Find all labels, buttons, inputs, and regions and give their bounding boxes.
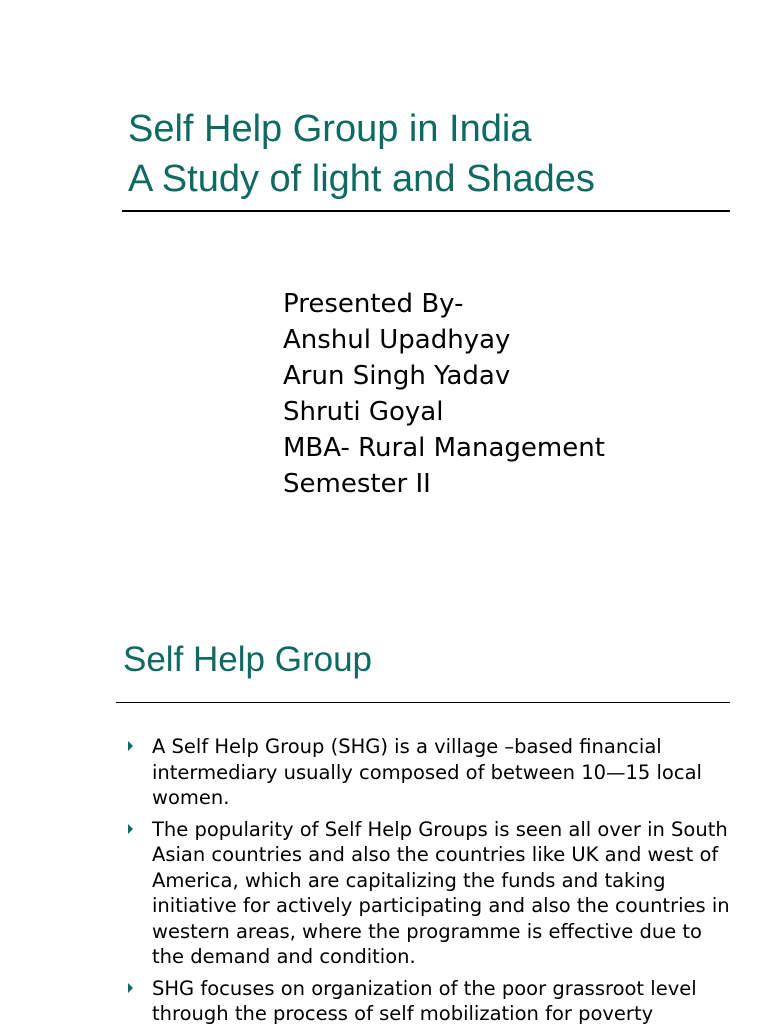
- slide-self-help-group: [0, 600, 768, 1024]
- presenters-line: Presented By-: [283, 289, 464, 319]
- title-line-2: A Study of light and Shades: [128, 158, 595, 200]
- bullet-text: SHG focuses on organization of the poor grassroot level through the process of self mobilization for poverty: [152, 976, 697, 1025]
- bullet-item: [124, 976, 734, 1027]
- bullet-list: [124, 734, 734, 1033]
- triangle-right-icon: [128, 824, 133, 834]
- triangle-right-icon: [128, 983, 133, 993]
- presenter-name: Anshul Upadhyay: [283, 325, 511, 355]
- heading-divider: [116, 702, 730, 703]
- bullet-text: A Self Help Group (SHG) is a village –based financial intermediary usually composed of between 10—15 local women.: [152, 735, 702, 809]
- presenters-block: [283, 286, 605, 502]
- slide-title-heading: [128, 104, 595, 204]
- semester: Semester II: [283, 469, 431, 499]
- presenter-name: Shruti Goyal: [283, 397, 444, 427]
- program-name: MBA- Rural Management: [283, 433, 605, 463]
- bullet-item: [124, 734, 734, 811]
- triangle-right-icon: [128, 741, 133, 751]
- bullet-text: The popularity of Self Help Groups is seen all over in South Asian countries and also the countries like UK and west of America, which are capitalizing the funds and taking initiative for actively participating and also the countries in western areas, where the programme is effective due to the demand and condition.: [152, 817, 730, 968]
- slide-heading: Self Help Group: [123, 640, 373, 679]
- title-line-1: Self Help Group in India: [128, 108, 532, 150]
- title-divider: [122, 210, 730, 212]
- presenter-name: Arun Singh Yadav: [283, 361, 511, 391]
- bullet-item: [124, 817, 734, 970]
